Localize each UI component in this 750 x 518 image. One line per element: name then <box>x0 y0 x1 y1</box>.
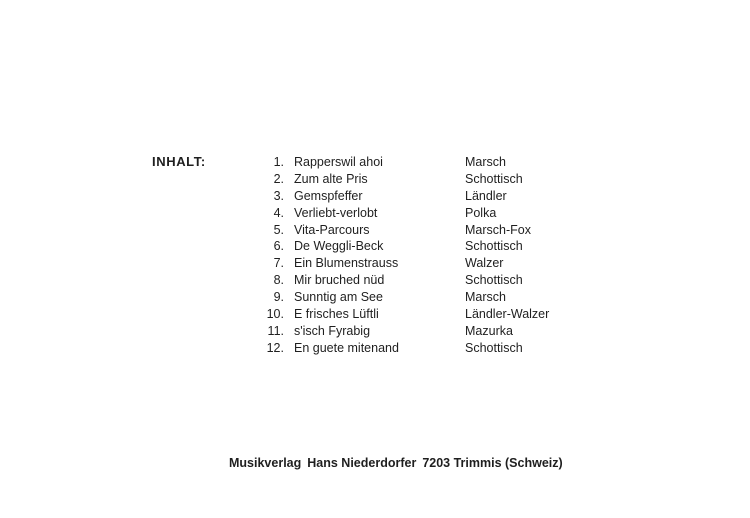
item-number: 6. <box>273 239 284 254</box>
item-number: 4. <box>273 205 284 220</box>
item-genre: Schottisch <box>465 273 523 288</box>
item-title: E frisches Lüftli <box>294 307 379 322</box>
contents-heading: INHALT: <box>152 154 206 169</box>
item-number: 9. <box>273 290 284 305</box>
item-number: 1. <box>273 155 284 169</box>
item-number: 12. <box>266 340 284 355</box>
item-number: 2. <box>273 171 284 186</box>
item-number: 7. <box>273 256 284 271</box>
item-title: Mir bruched nüd <box>294 273 385 288</box>
item-number: 8. <box>273 273 284 288</box>
item-title: s'isch Fyrabig <box>294 323 371 338</box>
item-genre: Polka <box>465 205 497 220</box>
item-genre: Ländler-Walzer <box>465 307 550 322</box>
item-number: 5. <box>273 222 284 237</box>
item-title: Zum alte Pris <box>294 171 368 186</box>
publisher-address: 7203 Trimmis (Schweiz) <box>422 456 563 470</box>
item-genre: Schottisch <box>465 239 523 254</box>
publisher-line <box>229 456 563 470</box>
item-genre: Marsch-Fox <box>465 222 531 237</box>
item-number: 11. <box>267 323 284 338</box>
item-title: Rapperswil ahoi <box>294 155 383 169</box>
item-title: En guete mitenand <box>294 340 399 355</box>
item-title: Verliebt-verlobt <box>294 205 378 220</box>
item-title: Sunntig am See <box>294 290 383 305</box>
item-title: Ein Blumenstrauss <box>294 256 399 271</box>
item-genre: Marsch <box>465 155 506 169</box>
publisher-person: Hans Niederdorfer <box>307 456 417 470</box>
item-number: 10. <box>266 307 284 322</box>
publisher-name: Musikverlag <box>229 456 302 470</box>
item-title: Vita-Parcours <box>294 222 370 237</box>
item-title: De Weggli-Beck <box>294 239 384 254</box>
item-genre: Mazurka <box>465 323 513 338</box>
item-genre: Marsch <box>465 290 506 305</box>
item-title: Gemspfeffer <box>294 188 363 203</box>
item-genre: Ländler <box>465 188 507 203</box>
item-genre: Schottisch <box>465 340 523 355</box>
item-genre: Walzer <box>465 256 504 271</box>
item-genre: Schottisch <box>465 171 523 186</box>
item-number: 3. <box>273 188 284 203</box>
